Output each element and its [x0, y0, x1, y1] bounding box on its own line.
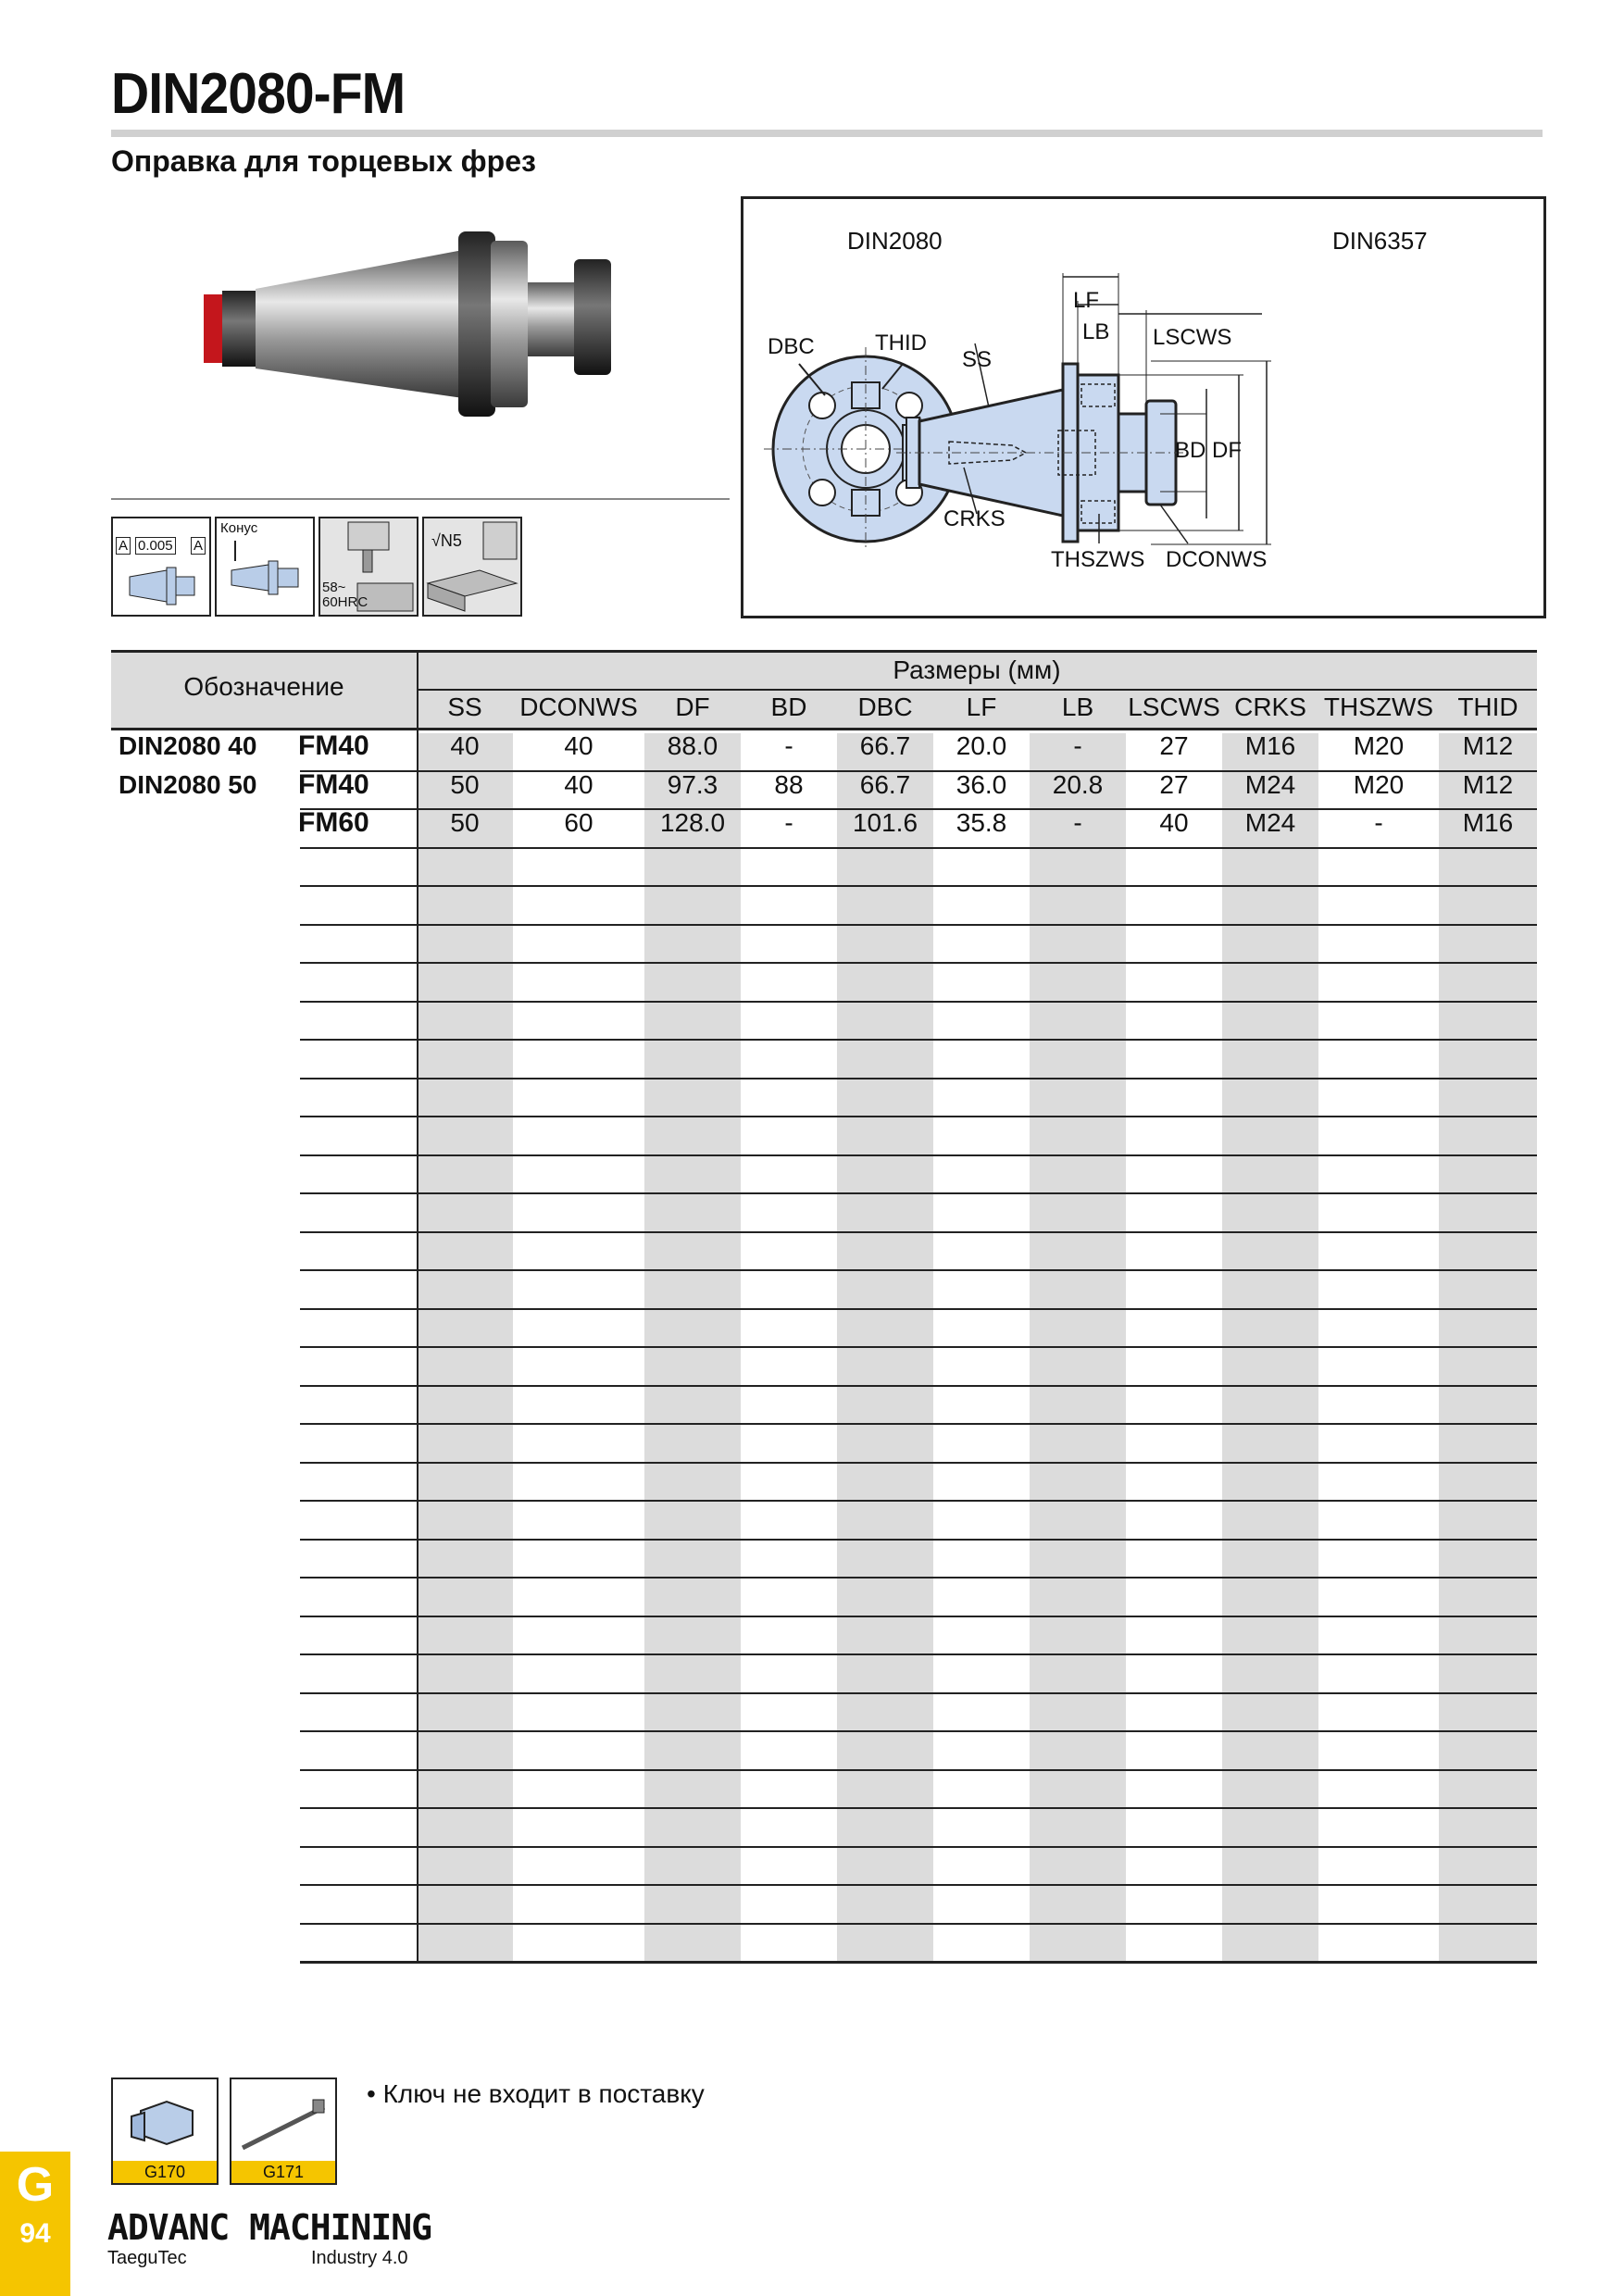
bd-label: BD [1175, 438, 1206, 463]
taper-icon [222, 541, 307, 611]
cell-thszws: M20 [1353, 769, 1405, 799]
row-rule [300, 1961, 1537, 1964]
crks-label: CRKS [943, 506, 1006, 531]
row-rule [300, 1462, 1537, 1464]
std-din2080-label: DIN2080 [847, 227, 943, 255]
key-g171-icon[interactable] [230, 2078, 337, 2185]
row-code[interactable]: FM40 [298, 730, 369, 761]
finish-symbol [422, 517, 522, 617]
technical-diagram [741, 196, 1546, 618]
header-rule [417, 689, 1537, 691]
cell-ss: 40 [450, 731, 480, 760]
table-top-rule [111, 650, 1537, 653]
hardness-line2: 60HRC [322, 594, 369, 610]
tool-holder-photo [185, 222, 648, 417]
column-header-thid: THID [1457, 693, 1518, 721]
row-rule [300, 1730, 1537, 1732]
row-rule [300, 1154, 1537, 1156]
row-rule [300, 1539, 1537, 1541]
row-rule [300, 1308, 1537, 1310]
column-header-crks: CRKS [1234, 693, 1306, 721]
cell-bd: 88 [774, 769, 804, 799]
photo-divider [111, 498, 730, 500]
row-rule [300, 1231, 1537, 1233]
row-rule [300, 1346, 1537, 1348]
dbc-label: DBC [768, 334, 815, 359]
cell-lb: - [1073, 731, 1082, 760]
cell-lscws: 40 [1159, 808, 1189, 837]
thszws-label: THSZWS [1051, 547, 1145, 572]
row-rule [300, 1807, 1537, 1809]
cell-thid: M12 [1462, 769, 1514, 799]
runout-datum: A [116, 537, 131, 555]
row-rule [300, 1385, 1537, 1387]
row-rule [300, 1039, 1537, 1041]
key-note: • Ключ не входит в поставку [367, 2079, 705, 2108]
column-header-lf: LF [966, 693, 997, 721]
runout-value: 0.005 [135, 537, 176, 555]
cell-crks: M24 [1244, 808, 1296, 837]
row-rule [300, 885, 1537, 887]
row-rule [300, 1577, 1537, 1578]
cell-dconws: 60 [564, 808, 593, 837]
brand-logo: ADVANC MACHINING [107, 2207, 432, 2248]
cell-lb: - [1073, 808, 1082, 837]
cell-bd: - [784, 808, 793, 837]
taper-symbol [215, 517, 315, 617]
cell-ss: 50 [450, 808, 480, 837]
row-rule [300, 1269, 1537, 1271]
shaded-column [1030, 733, 1126, 1963]
cell-crks: M24 [1244, 769, 1296, 799]
finish-label: √N5 [431, 531, 462, 550]
column-header-bd: BD [770, 693, 807, 721]
column-header-dbc: DBC [857, 693, 913, 721]
ss-label: SS [962, 347, 993, 372]
lscws-label: LSCWS [1153, 325, 1232, 350]
grinding-icon [424, 518, 520, 615]
shaded-column [1439, 733, 1537, 1963]
row-rule [300, 1423, 1537, 1425]
lb-label: LB [1082, 319, 1110, 344]
cell-thszws: - [1374, 808, 1383, 837]
shaded-column [417, 733, 513, 1963]
cell-df: 97.3 [667, 769, 718, 799]
df-label: DF [1212, 438, 1242, 463]
row-code[interactable]: FM40 [298, 768, 369, 800]
row-rule [300, 1001, 1537, 1003]
title-divider [111, 130, 1543, 137]
brand-industry: Industry 4.0 [311, 2248, 408, 2268]
cell-thid: M16 [1462, 808, 1514, 837]
page-number: 94 [19, 2218, 51, 2249]
cell-lf: 35.8 [956, 808, 1007, 837]
cell-df: 128.0 [659, 808, 726, 837]
shaded-column [1222, 733, 1318, 1963]
cell-df: 88.0 [667, 731, 718, 760]
dconws-label: DCONWS [1166, 547, 1268, 572]
cell-lb: 20.8 [1052, 769, 1104, 799]
cell-dbc: 66.7 [859, 731, 911, 760]
row-rule [300, 1116, 1537, 1117]
key-g170-icon[interactable] [111, 2078, 219, 2185]
cell-dbc: 66.7 [859, 769, 911, 799]
row-rule [300, 1078, 1537, 1079]
hardness-symbol [319, 517, 418, 617]
brand-taegutec: TaeguTec [107, 2248, 187, 2268]
cell-thid: M12 [1462, 731, 1514, 760]
row-rule [300, 1923, 1537, 1925]
column-header-df: DF [675, 693, 710, 721]
hardness-line1: 58~ [322, 580, 346, 595]
runout-symbol [111, 517, 211, 617]
taper-runout-icon [120, 563, 204, 609]
shaded-column [644, 733, 741, 1963]
runout-ref: A [191, 537, 206, 555]
section-letter: G [16, 2158, 55, 2212]
g170-label: G170 [113, 2161, 217, 2183]
cell-thszws: M20 [1353, 731, 1405, 760]
row-code[interactable]: FM60 [298, 807, 369, 838]
cell-crks: M16 [1244, 731, 1296, 760]
row-prefix: DIN2080 50 [119, 769, 257, 799]
g171-label: G171 [231, 2161, 335, 2183]
row-rule [300, 1884, 1537, 1886]
row-rule [300, 1692, 1537, 1694]
row-rule [300, 1616, 1537, 1617]
row-rule [300, 1846, 1537, 1848]
row-rule [300, 1500, 1537, 1502]
cell-lf: 36.0 [956, 769, 1007, 799]
cell-lf: 20.0 [956, 731, 1007, 760]
row-rule [300, 962, 1537, 964]
row-rule [300, 924, 1537, 926]
page-title: DIN2080-FM [111, 62, 406, 126]
column-header-lscws: LSCWS [1128, 693, 1220, 721]
column-header-ss: SS [447, 693, 482, 721]
cell-ss: 50 [450, 769, 480, 799]
std-din6357-label: DIN6357 [1332, 227, 1428, 255]
row-prefix: DIN2080 40 [119, 731, 257, 760]
cell-dconws: 40 [564, 769, 593, 799]
column-header-dconws: DCONWS [519, 693, 638, 721]
cell-dbc: 101.6 [852, 808, 918, 837]
thid-label: THID [875, 331, 927, 356]
row-rule [300, 1192, 1537, 1194]
dimensions-table [111, 650, 1543, 2066]
page-subtitle: Оправка для торцевых фрез [111, 144, 536, 178]
row-rule [300, 847, 1537, 849]
shaded-column [837, 733, 933, 1963]
cell-lscws: 27 [1159, 769, 1189, 799]
taper-label: Конус [220, 520, 258, 536]
column-header-thszws: THSZWS [1323, 693, 1434, 721]
lf-label: LF [1073, 288, 1100, 313]
dimensions-header: Размеры (мм) [893, 655, 1061, 684]
row-rule [300, 1653, 1537, 1655]
cell-bd: - [784, 731, 793, 760]
cell-lscws: 27 [1159, 731, 1189, 760]
designation-header: Обозначение [183, 672, 344, 701]
row-rule [300, 1769, 1537, 1771]
column-header-lb: LB [1061, 693, 1094, 721]
cell-dconws: 40 [564, 731, 593, 760]
